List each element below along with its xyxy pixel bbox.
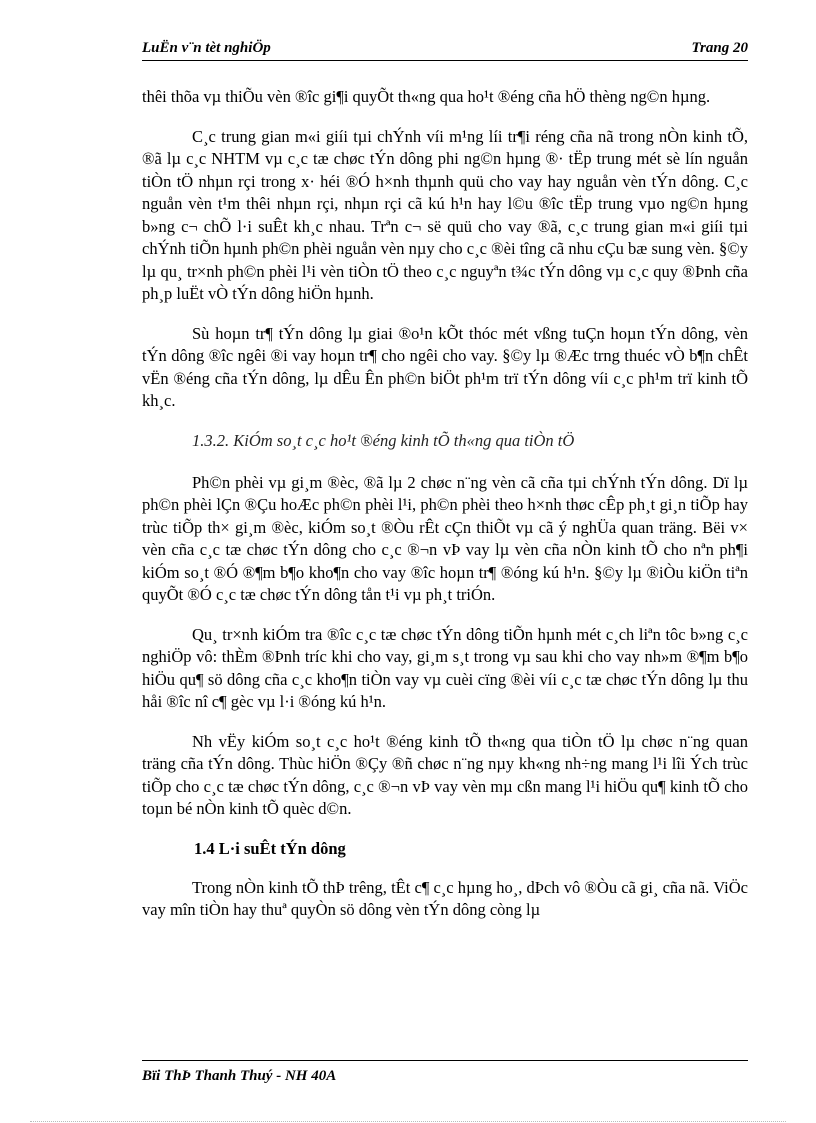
page-number: Trang 20 bbox=[691, 40, 748, 56]
bottom-dotted-rule bbox=[30, 1121, 786, 1122]
section-heading-1-4: 1.4 L·i suÊt tÝn dông bbox=[194, 838, 346, 858]
paragraph-4: Ph©n phèi vµ gi¸m ®èc, ®ã lµ 2 chøc n¨ng vèn cã cña tµi chÝnh tÝn dông. Dï lµ ph©n phèi lÇn ®Çu hoÆc ph©n phèi l¹i, ph©n phèi theo h×nh thøc cÊp ph¸t gi¸n tiÕp hay trùc tiÕp th× gi¸m ®èc, kiÓm so¸t ®Òu rÊt cÇn thiÕt vµ cã ý nghÜa quan träng. Bëi v× vèn cña c¸c tæ chøc tÝn dông cho c¸c ®¬n vÞ vay lµ vèn cña nÒn kinh tÕ cho nªn ph¶i kiÓm so¸t ®Ó ®¶m b¶o kho¶n cho vay ®îc hoµn tr¶ ®óng kú h¹n. §©y lµ ®iÒu kiÖn tiªn quyÕt ®Ó c¸c tæ chøc tÝn dông tån t¹i vµ ph¸t triÓn. bbox=[142, 472, 748, 604]
paragraph-2: C¸c trung gian m«i giíi tµi chÝnh víi m¹ng líi tr¶i réng cña nã trong nÒn kinh tÕ, ®ã lµ c¸c NHTM vµ c¸c tæ chøc tÝn dông phi ng©n hµng ®· tËp trung mét sè lín nguån tiÒn tÖ nhµn rçi trong x· héi ®Ó h×nh thµnh quü cho vay hay nguån vèn tÝn dông. C¸c nguån vèn t¹m thêi nhµn rçi, nhµn rçi cã kú h¹n hay l©u ®îc tËp trung vµo ng©n hµng b»ng c¬ chÕ l·i suÊt kh¸c nhau. Trªn c¬ së quü cho vay ®ã, c¸c trung gian m«i giíi tµi chÝnh tiÕn hµnh ph©n phèi nguån vèn nµy cho c¸c ®èi tîng cã nhu cÇu bæ sung vèn. §©y lµ qu¸ tr×nh ph©n phèi l¹i vèn tiÒn tÖ theo c¸c nguyªn t¾c tÝn dông vµ c¸c quy ®Þnh cña ph¸p luËt vÒ tÝn dông hiÖn hµnh. bbox=[142, 126, 748, 303]
section-heading-1-3-2: 1.3.2. KiÓm so¸t c¸c ho¹t ®éng kinh tÕ th«ng qua tiÒn tÖ bbox=[192, 430, 575, 450]
page-header bbox=[142, 38, 748, 61]
page-footer bbox=[142, 1060, 748, 1085]
paragraph-5: Qu¸ tr×nh kiÓm tra ®îc c¸c tæ chøc tÝn dông tiÕn hµnh mét c¸ch liªn tôc b»ng c¸c nghiÖp vô: thÈm ®Þnh tríc khi cho vay, gi¸m s¸t trong vµ sau khi cho vay nh»m ®¶m b¶o hiÖu qu¶ sö dông cña c¸c kho¶n tiÒn vay vµ cuèi cïng ®èi víi c¸c tæ chøc tÝn dông lµ thu håi ®îc nî c¶ gèc vµ l·i ®óng kú h¹n. bbox=[142, 624, 748, 711]
paragraph-1: thêi thõa vµ thiÕu vèn ®îc gi¶i quyÕt th«ng qua ho¹t ®éng cña hÖ thèng ng©n hµng. bbox=[142, 87, 711, 106]
paragraph-7: Trong nÒn kinh tÕ thÞ trêng, tÊt c¶ c¸c hµng ho¸, dÞch vô ®Òu cã gi¸ cña nã. ViÖc vay mîn tiÒn hay thuª quyÒn sö dông vèn tÝn dông còng lµ bbox=[142, 877, 748, 919]
header-title: LuËn v¨n tèt nghiÖp bbox=[142, 40, 271, 56]
paragraph-6: Nh vËy kiÓm so¸t c¸c ho¹t ®éng kinh tÕ th«ng qua tiÒn tÖ lµ chøc n¨ng quan träng cña tÝn dông. Thùc hiÖn ®Çy ®ñ chøc n¨ng nµy kh«ng nh÷ng mang l¹i lîi Ých trùc tiÕp cho c¸c tæ chøc tÝn dông, c¸c ®¬n vÞ vay vèn mµ cßn mang l¹i hiÖu qu¶ kinh tÕ cho toµn bé nÒn kinh tÕ quèc d©n. bbox=[142, 731, 748, 818]
paragraph-3: Sù hoµn tr¶ tÝn dông lµ giai ®o¹n kÕt thóc mét vßng tuÇn hoµn tÝn dông, vèn tÝn dông ®îc ngêi ®i vay hoµn tr¶ cho ngêi cho vay. §©y lµ ®Æc trng thuéc vÒ b¶n chÊt vËn ®éng cña tÝn dông, lµ dÊu Ên ph©n biÖt ph¹m trï tÝn dông víi c¸c ph¹m trï kinh tÕ kh¸c. bbox=[142, 323, 748, 410]
footer-author: Bïi ThÞ Thanh Thuý - NH 40A bbox=[142, 1068, 337, 1084]
page-body bbox=[142, 86, 748, 939]
